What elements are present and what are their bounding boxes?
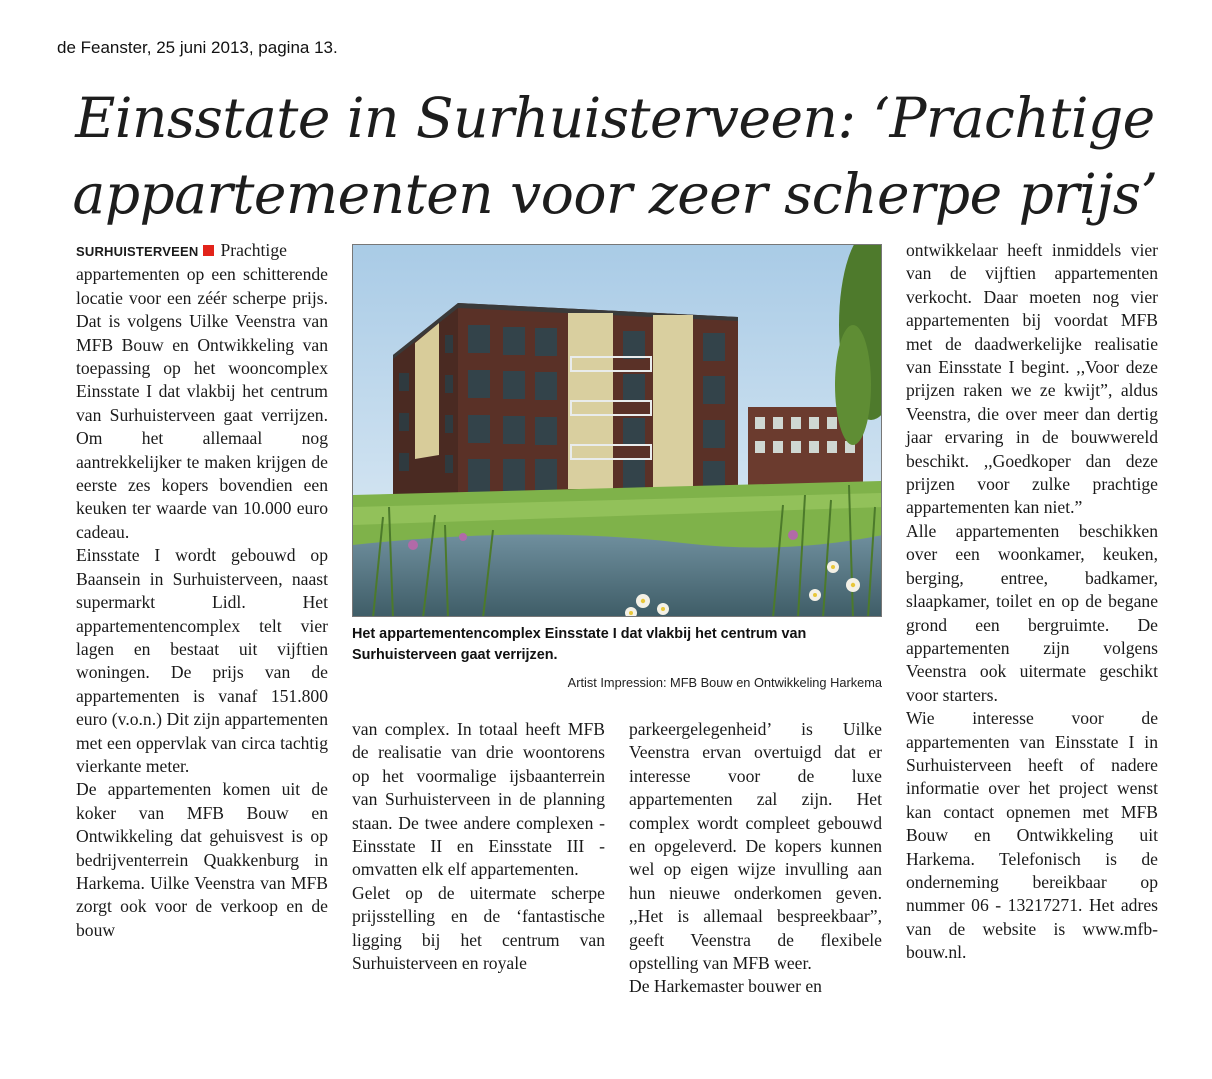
paragraph: [76, 239, 328, 544]
article-headline: [60, 80, 1170, 232]
headline-line-2: appartementen voor zeer scherpe prijs’: [72, 162, 1158, 226]
paragraph: Wie interesse voor de appartementen van Einsstate I in Surhuisterveen heeft of nadere informatie over het project wenst kan contact opnemen met MFB Bouw en Ontwikkeling uit Harkema. Telefonisch is de onderneming bereikbaar op nummer 06 - 13217271. Het adres van de website is www.mfb-bouw.nl.: [906, 708, 1158, 963]
red-square-icon: [203, 245, 214, 256]
article-column-1: [76, 239, 328, 942]
publication-source-line: de Feanster, 25 juni 2013, pagina 13.: [57, 38, 338, 57]
paragraph: De appartementen komen uit de koker van MFB Bouw en Ontwikkeling dat gehuisvest is op bedrijventerrein Quakkenburg in Harkema. Uilke Veenstra van MFB zorgt ook voor de verkoop en de bouw: [76, 779, 328, 940]
paragraph-text: Prachtige appartementen op een schitterende locatie voor een zéér scherpe prijs. Dat is volgens Uilke Veenstra van MFB Bouw en Ontwikkeling van toepassing op het wooncomplex Einsstate I dat vlakbij het centrum van Surhuisterveen gaat verrijzen. Om het allemaal nog aantrekkelijker te maken krijgen de eerste zes kopers bovendien een keuken ter waarde van 10.000 euro cadeau.: [76, 240, 328, 542]
apartment-building-illustration: [353, 245, 882, 617]
paragraph: De Harkemaster bouwer en: [629, 976, 822, 997]
photo-caption: Het appartementencomplex Einsstate I dat vlakbij het centrum van Surhuisterveen gaat verrijzen.: [352, 626, 807, 663]
article-column-4: [906, 239, 1158, 965]
paragraph: parkeergelegenheid’ is Uilke Veenstra ervan overtuigd dat er interesse voor de luxe appartementen zal zijn. Het complex wordt compleet gebouwd en opgeleverd. De kopers kunnen wel op eigen wijze invulling aan hun nieuwe onderkomen geven. ,,Het is allemaal bespreekbaar”, geeft Veenstra de flexibele opstelling van MFB weer.: [629, 719, 882, 974]
photo-credit: Artist Impression: MFB Bouw en Ontwikkeling Harkema: [567, 675, 882, 690]
paragraph: van complex. In totaal heeft MFB de realisatie van drie woontorens op het voormalige ijsbaanterrein van Surhuisterveen in de planning staan. De twee andere complexen - Einsstate II en Einsstate III - omvatten elk elf appartementen.: [352, 719, 605, 880]
article-column-3: [629, 718, 882, 999]
paragraph: Gelet op de uitermate scherpe prijsstelling en de ‘fantastische ligging bij het centrum van Surhuisterveen en royale: [352, 882, 605, 974]
paragraph: Alle appartementen beschikken over een woonkamer, keuken, berging, entree, badkamer, slaapkamer, toilet en op de begane grond een bergruimte. De appartementen zijn volgens Veenstra ook uitermate geschikt voor starters.: [906, 520, 1158, 705]
headline-line-1: Einsstate in Surhuisterveen: ‘Prachtige: [75, 86, 1155, 150]
paragraph: ontwikkelaar heeft inmiddels vier van de vijftien appartementen verkocht. Daar moeten nog vier appartementen bij voordat MFB met de daadwerkelijke realisatie van Einsstate I begint. ,,Voor deze prijzen raken we ze kwijt”, aldus Veenstra, die over meer dan dertig jaar ervaring in de bouwwereld beschikt. ,,Goedkoper dan deze prijzen voor zulke prachtige appartementen kan niet.”: [906, 240, 1158, 518]
article-column-2: [352, 718, 605, 975]
paragraph: Einsstate I wordt gebouwd op Baansein in Surhuisterveen, naast supermarkt Lidl. Het appartementencomplex telt vier lagen en bestaat uit vijftien woningen. De prijs van de appartementen is vanaf 151.800 euro (v.o.n.) Dit zijn appartementen met een oppervlak van circa tachtig vierkante meter.: [76, 545, 328, 776]
dateline: SURHUISTERVEEN: [76, 244, 199, 259]
building-photo: [352, 244, 882, 617]
